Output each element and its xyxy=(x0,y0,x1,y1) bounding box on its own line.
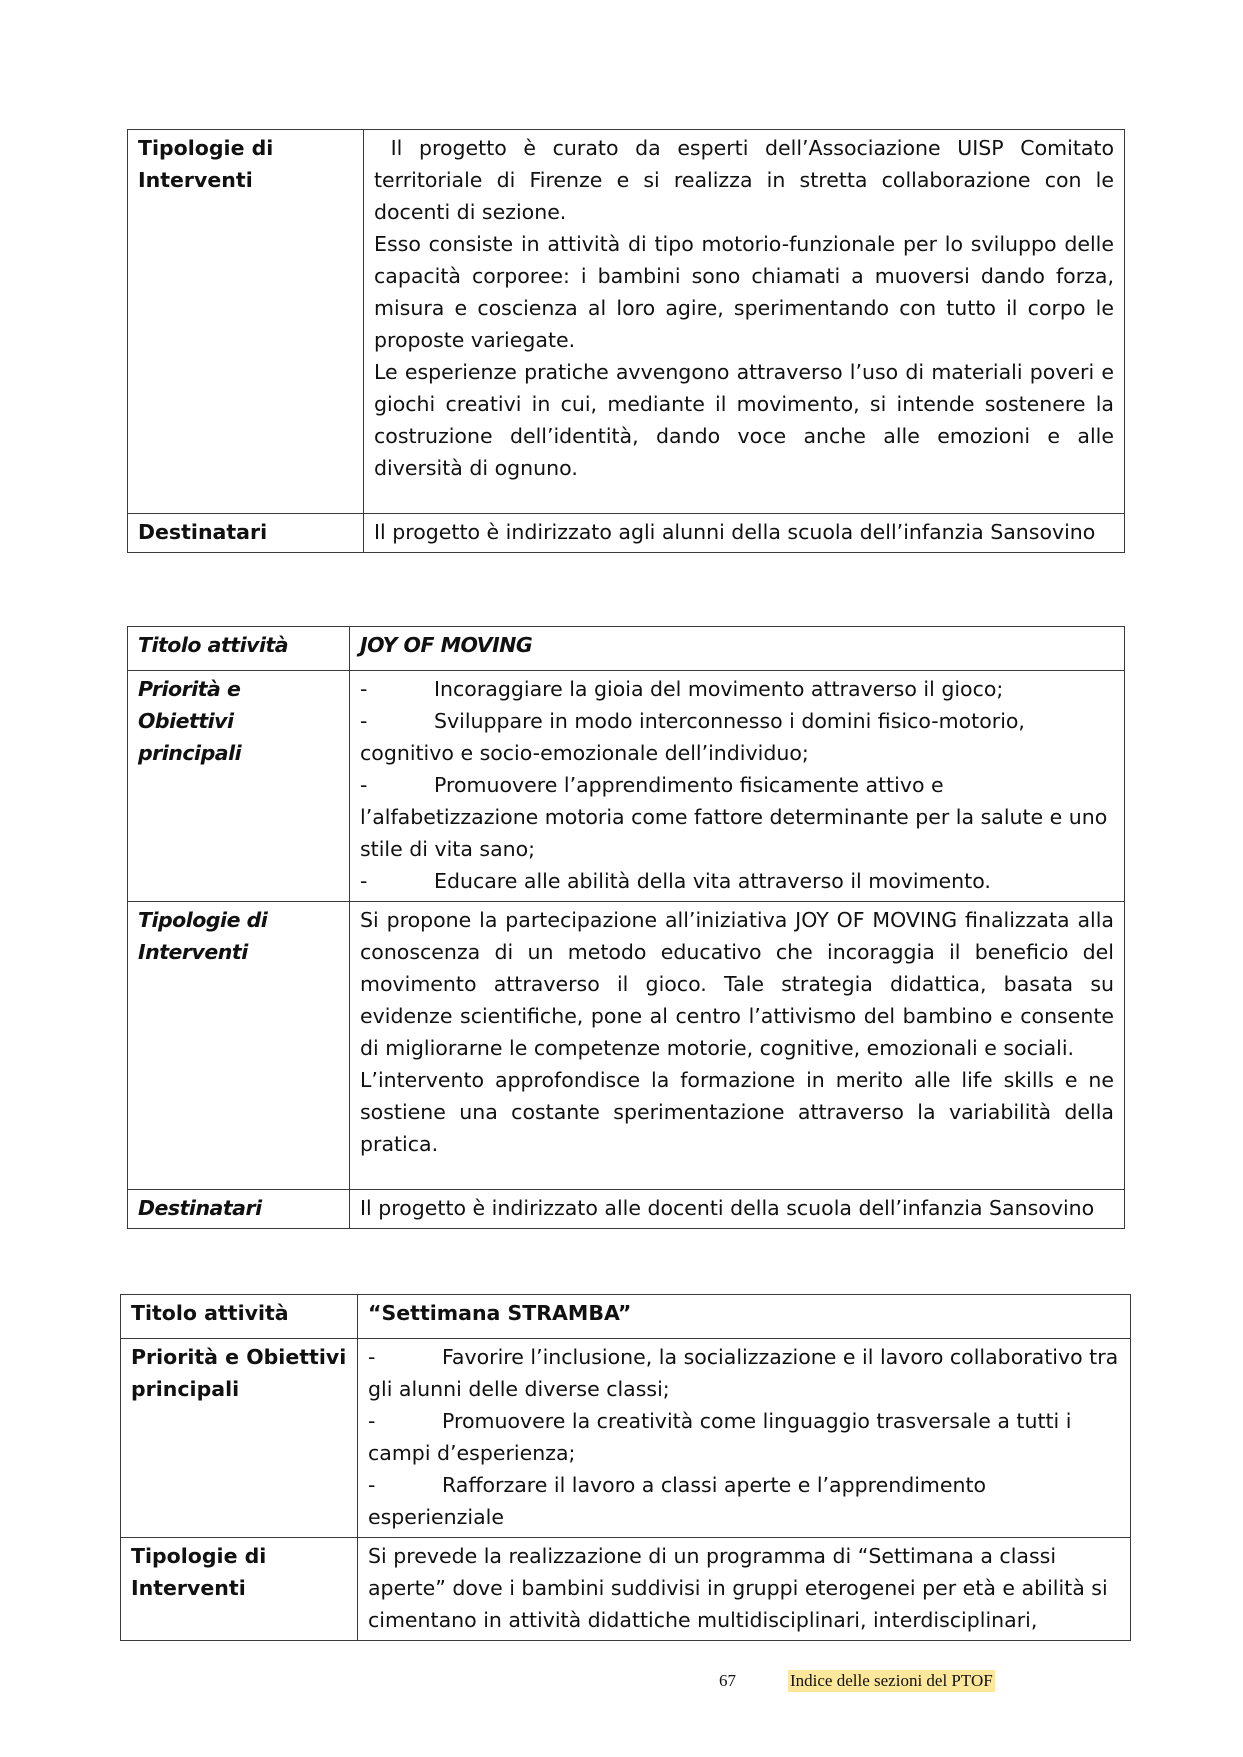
bullet-dash: - xyxy=(368,1345,376,1369)
row-value-interventions xyxy=(364,130,1125,514)
table-row xyxy=(128,514,1125,553)
row-label-recipients: Destinatari xyxy=(128,514,364,553)
list-item xyxy=(360,865,1114,897)
row-value-interventions: Si prevede la realizzazione di un programma di “Settimana a classi aperte” dove i bambini suddivisi in gruppi eterogenei per età e abilità si cimentano in attività didattiche multidisciplinari, interdisciplinari, xyxy=(358,1538,1131,1641)
table-row xyxy=(128,130,1125,514)
paragraph: Si propone la partecipazione all’iniziativa JOY OF MOVING finalizzata alla conoscenza di un metodo educativo che incoraggia il beneficio del movimento attraverso il gioco. Tale strategia didattica, basata su evidenze scientifiche, pone al centro l’attivismo del bambino e consente di migliorarne le competenze motorie, cognitive, emozionali e sociali. xyxy=(360,908,1114,1060)
table-row xyxy=(128,671,1125,902)
list-item-text: Sviluppare in modo interconnesso i domini fisico-motorio, cognitivo e socio-emozionale dell’individuo; xyxy=(360,709,1025,765)
row-label-interventions: Tipologie di Interventi xyxy=(128,130,364,514)
table-row xyxy=(128,1190,1125,1229)
table-row xyxy=(121,1339,1131,1538)
table-row xyxy=(121,1538,1131,1641)
table-uisp-project xyxy=(127,129,1125,553)
row-value-recipients: Il progetto è indirizzato alle docenti della scuola dell’infanzia Sansovino xyxy=(350,1190,1125,1229)
row-value-priorities xyxy=(350,671,1125,902)
table-row xyxy=(128,627,1125,671)
list-item-text: Promuovere l’apprendimento fisicamente attivo e l’alfabetizzazione motoria come fattore determinante per la salute e uno stile di vita sano; xyxy=(360,773,1108,861)
bullet-dash: - xyxy=(360,773,368,797)
row-value-title: “Settimana STRAMBA” xyxy=(358,1295,1131,1339)
list-item xyxy=(368,1469,1120,1533)
row-label-title: Titolo attività xyxy=(128,627,350,671)
row-label-interventions: Tipologie di Interventi xyxy=(121,1538,358,1641)
paragraph: Le esperienze pratiche avvengono attraverso l’uso di materiali poveri e giochi creativi in cui, mediante il movimento, si intende sostenere la costruzione dell’identità, dando voce anche alle emozioni e alle diversità di ognuno. xyxy=(374,360,1114,480)
list-item xyxy=(368,1405,1120,1469)
table-row xyxy=(121,1295,1131,1339)
list-item xyxy=(368,1341,1120,1405)
page-footer xyxy=(0,1669,1243,1693)
paragraph: Esso consiste in attività di tipo motorio-funzionale per lo sviluppo delle capacità corporee: i bambini sono chiamati a muoversi dando forza, misura e coscienza al loro agire, sperimentando con tutto il corpo le proposte variegate. xyxy=(374,232,1114,352)
bullet-dash: - xyxy=(360,709,368,733)
paragraph: Il progetto è curato da esperti dell’Associazione UISP Comitato territoriale di Firenze e si realizza in stretta collaborazione con le docenti di sezione. xyxy=(374,136,1121,224)
row-value-title: JOY OF MOVING xyxy=(350,627,1125,671)
row-label-recipients: Destinatari xyxy=(128,1190,350,1229)
row-value-priorities xyxy=(358,1339,1131,1538)
list-item-text: Promuovere la creatività come linguaggio trasversale a tutti i campi d’esperienza; xyxy=(368,1409,1072,1465)
page-number: 67 xyxy=(719,1671,736,1690)
row-label-interventions: Tipologie di Interventi xyxy=(128,902,350,1190)
row-label-priorities: Priorità e Obiettivi principali xyxy=(121,1339,358,1538)
index-link[interactable]: Indice delle sezioni del PTOF xyxy=(790,1671,993,1690)
list-item-text: Favorire l’inclusione, la socializzazione e il lavoro collaborativo tra gli alunni delle diverse classi; xyxy=(368,1345,1119,1401)
list-item-text: Educare alle abilità della vita attraverso il movimento. xyxy=(434,869,991,893)
list-item xyxy=(360,769,1114,865)
row-label-title: Titolo attività xyxy=(121,1295,358,1339)
bullet-dash: - xyxy=(360,869,368,893)
row-value-interventions xyxy=(350,902,1125,1190)
row-label-priorities: Priorità e Obiettivi principali xyxy=(128,671,350,902)
table-row xyxy=(128,902,1125,1190)
table-joy-of-moving xyxy=(127,626,1125,1229)
bullet-dash: - xyxy=(368,1473,376,1497)
row-value-recipients: Il progetto è indirizzato agli alunni della scuola dell’infanzia Sansovino xyxy=(364,514,1125,553)
bullet-dash: - xyxy=(360,677,368,701)
list-item xyxy=(360,673,1114,705)
list-item xyxy=(360,705,1114,769)
paragraph: L’intervento approfondisce la formazione in merito alle life skills e ne sostiene una costante sperimentazione attraverso la variabilità della pratica. xyxy=(360,1068,1114,1156)
table-settimana-stramba xyxy=(120,1294,1131,1641)
bullet-dash: - xyxy=(368,1409,376,1433)
list-item-text: Incoraggiare la gioia del movimento attraverso il gioco; xyxy=(434,677,1004,701)
list-item-text: Rafforzare il lavoro a classi aperte e l’apprendimento esperienziale xyxy=(368,1473,987,1529)
